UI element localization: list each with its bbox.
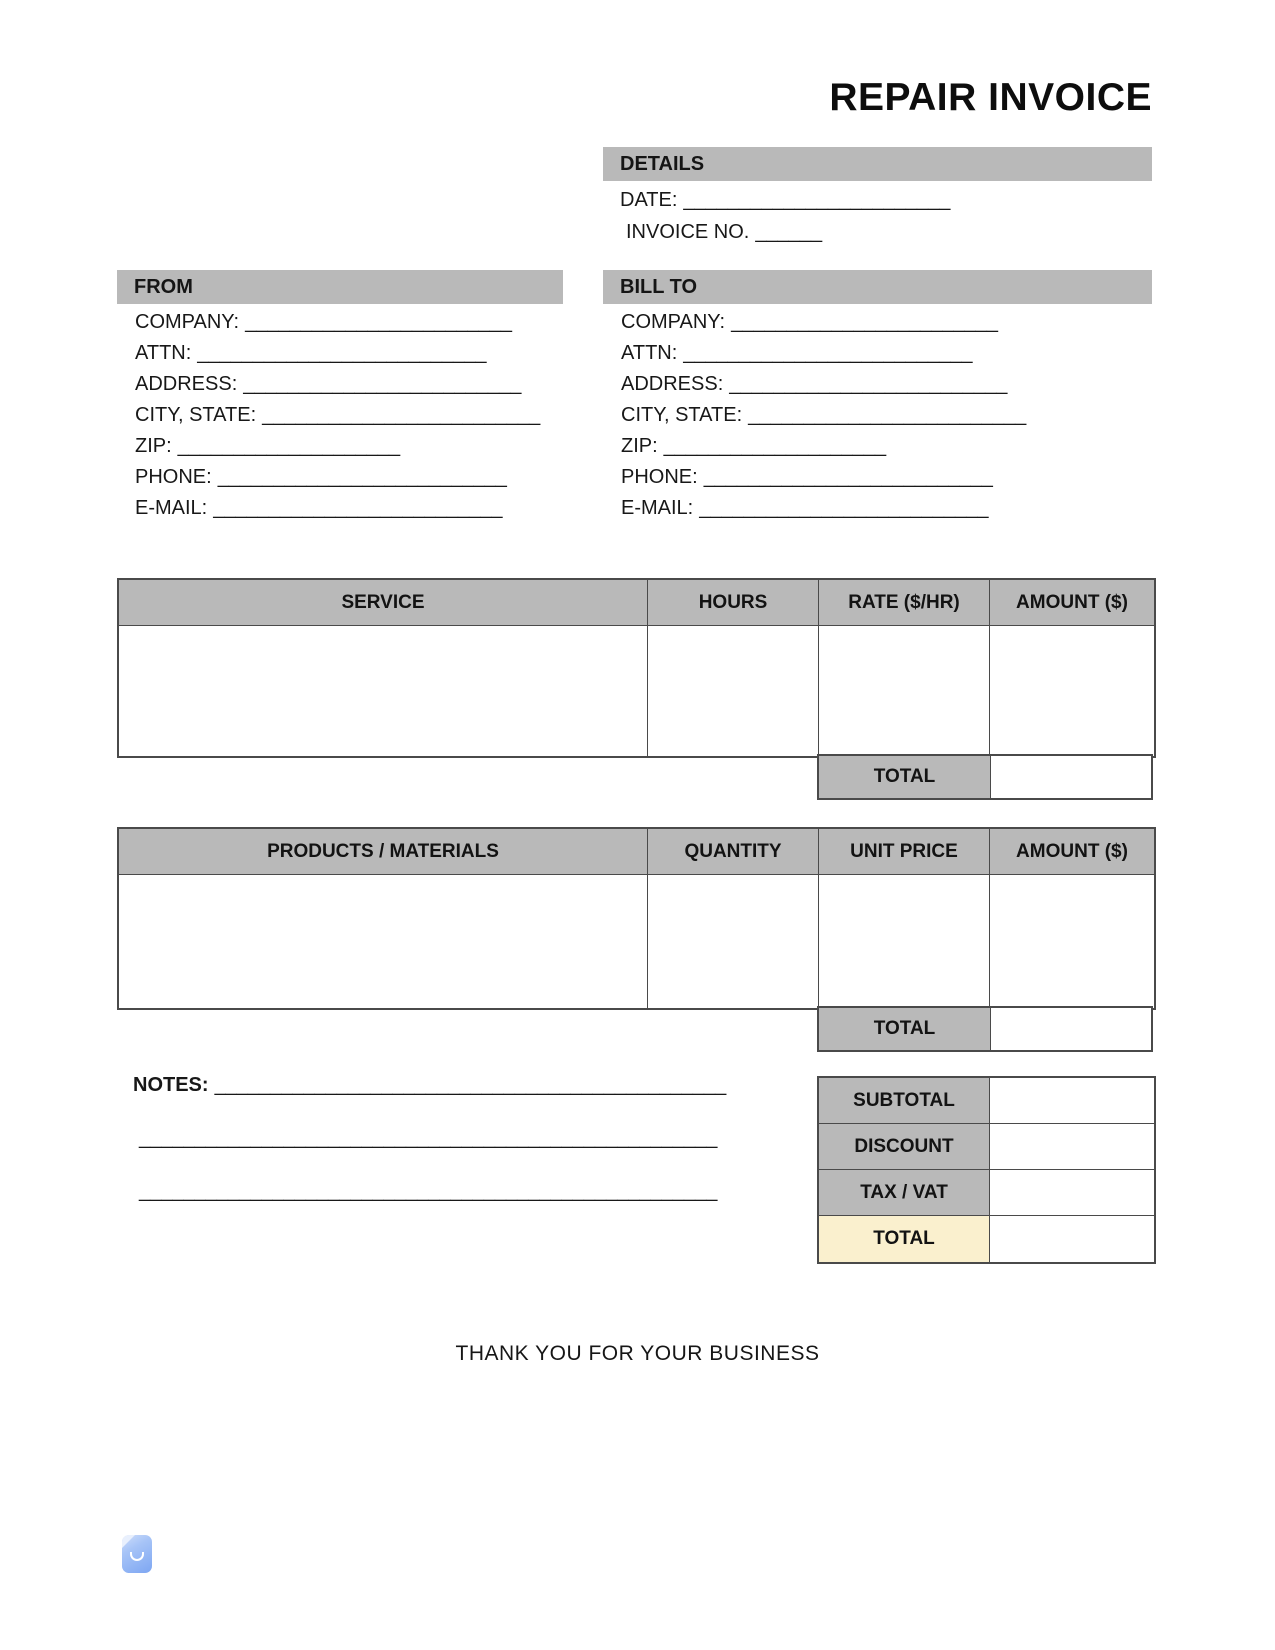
blank-line: __________________________: [197, 342, 487, 364]
date-label: DATE:: [620, 189, 678, 211]
products-total-label: TOTAL: [819, 1008, 991, 1050]
blank-line: _________________________: [262, 404, 541, 426]
field-label: ATTN:: [621, 342, 678, 364]
service-cell: [119, 626, 648, 756]
field-label: PHONE:: [621, 466, 698, 488]
bill-to-zip-field: [621, 431, 1026, 462]
discount-value: [990, 1124, 1154, 1170]
blank-line: __________________________: [699, 497, 989, 519]
bill-to-section-header: [603, 270, 1152, 304]
bill-to-phone-field: [621, 462, 1026, 493]
from-section-title: FROM: [134, 275, 193, 298]
service-total-label: TOTAL: [819, 756, 991, 798]
summary-table: [817, 1076, 1156, 1264]
service-table: [117, 578, 1156, 758]
notes-section: [133, 1072, 726, 1231]
bill-to-city-state-field: [621, 400, 1026, 431]
field-label: PHONE:: [135, 466, 212, 488]
blank-line: __________________________: [703, 466, 993, 488]
products-total-value: [991, 1008, 1151, 1050]
from-phone-field: [135, 462, 540, 493]
notes-line-1: [133, 1072, 726, 1099]
amount-cell: [990, 875, 1154, 1008]
field-label: E-MAIL:: [135, 497, 208, 519]
rate-column-header: RATE ($/HR): [819, 580, 990, 626]
blank-line: ______________________________________________: [214, 1074, 727, 1096]
date-blank-line: ________________________: [683, 189, 951, 211]
tax-vat-label: TAX / VAT: [819, 1170, 990, 1216]
field-label: CITY, STATE:: [621, 404, 743, 426]
service-total-value: [991, 756, 1151, 798]
hours-cell: [648, 626, 819, 756]
field-label: COMPANY:: [621, 311, 726, 333]
products-column-header: PRODUCTS / MATERIALS: [119, 829, 648, 875]
details-section-header: [603, 147, 1152, 181]
bill-to-email-field: [621, 493, 1026, 524]
hours-column-header: HOURS: [648, 580, 819, 626]
blank-line: __________________________: [217, 466, 507, 488]
page-title: REPAIR INVOICE: [829, 76, 1152, 119]
quantity-column-header: QUANTITY: [648, 829, 819, 875]
grand-total-value: [990, 1216, 1154, 1262]
field-label: ADDRESS:: [621, 373, 724, 395]
quantity-cell: [648, 875, 819, 1008]
bill-to-company-field: [621, 307, 1026, 338]
blank-line: _________________________: [748, 404, 1027, 426]
blank-line: ____________________: [663, 435, 887, 457]
bill-to-address-field: [621, 369, 1026, 400]
field-label: ZIP:: [621, 435, 658, 457]
notes-line-2: [133, 1125, 726, 1152]
unit-price-cell: [819, 875, 990, 1008]
blank-line: ________________________: [245, 311, 513, 333]
subtotal-label: SUBTOTAL: [819, 1078, 990, 1124]
bill-to-fields: [621, 307, 1026, 524]
unit-price-column-header: UNIT PRICE: [819, 829, 990, 875]
from-zip-field: [135, 431, 540, 462]
products-total-row: [817, 1006, 1153, 1052]
amount-column-header: AMOUNT ($): [990, 580, 1154, 626]
blank-line: _________________________: [729, 373, 1008, 395]
amount-column-header: AMOUNT ($): [990, 829, 1154, 875]
blank-line: ____________________________________________________: [139, 1127, 718, 1149]
blank-line: __________________________: [213, 497, 503, 519]
discount-label: DISCOUNT: [819, 1124, 990, 1170]
blank-line: _________________________: [243, 373, 522, 395]
blank-line: ________________________: [731, 311, 999, 333]
bill-to-attn-field: [621, 338, 1026, 369]
from-company-field: [135, 307, 540, 338]
from-attn-field: [135, 338, 540, 369]
smiley-document-logo-icon: [122, 1535, 152, 1573]
invoice-number-label: INVOICE NO.: [626, 221, 750, 243]
subtotal-value: [990, 1078, 1154, 1124]
tax-vat-value: [990, 1170, 1154, 1216]
field-label: CITY, STATE:: [135, 404, 257, 426]
blank-line: ____________________: [177, 435, 401, 457]
from-fields: [135, 307, 540, 524]
rate-cell: [819, 626, 990, 756]
blank-line: ____________________________________________________: [139, 1180, 718, 1202]
products-table: [117, 827, 1156, 1010]
invoice-number-field: [626, 221, 822, 244]
field-label: COMPANY:: [135, 311, 240, 333]
field-label: ZIP:: [135, 435, 172, 457]
field-label: ADDRESS:: [135, 373, 238, 395]
from-city-state-field: [135, 400, 540, 431]
from-email-field: [135, 493, 540, 524]
bill-to-section-title: BILL TO: [620, 275, 698, 298]
from-section-header: [117, 270, 563, 304]
blank-line: __________________________: [683, 342, 973, 364]
details-section-title: DETAILS: [620, 152, 705, 175]
field-label: E-MAIL:: [621, 497, 694, 519]
service-total-row: [817, 754, 1153, 800]
date-field: [620, 189, 950, 212]
grand-total-label: TOTAL: [819, 1216, 990, 1262]
invoice-number-blank-line: ______: [755, 221, 823, 243]
amount-cell: [990, 626, 1154, 756]
from-address-field: [135, 369, 540, 400]
service-column-header: SERVICE: [119, 580, 648, 626]
notes-line-3: [133, 1178, 726, 1205]
field-label: ATTN:: [135, 342, 192, 364]
products-cell: [119, 875, 648, 1008]
notes-label: NOTES:: [133, 1074, 209, 1096]
thank-you-message: THANK YOU FOR YOUR BUSINESS: [455, 1342, 820, 1365]
